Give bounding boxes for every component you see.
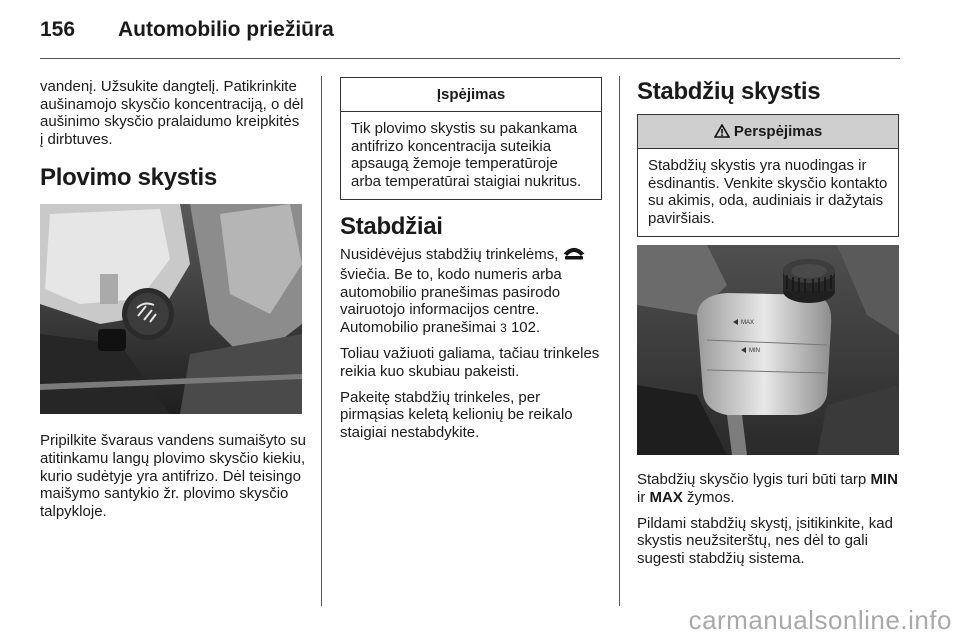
max-mark-label: MAX bbox=[741, 320, 755, 327]
column-divider-2 bbox=[619, 76, 620, 606]
column-divider-1 bbox=[321, 76, 322, 606]
notice-body: Tik plovimo skystis su pakankama antifrizo koncentracija suteikia apsaugą žemoje temperatūroje arba temperatūrai staigiai nukritus. bbox=[351, 120, 582, 190]
washer-reservoir-photo bbox=[40, 204, 302, 414]
column-1 bbox=[40, 78, 306, 528]
brake-pads-text-after: šviečia. Be to, kodo numeris arba automobilio pranešimas pasirodo vairuotojo informacijos centre. Automobilio pranešimai bbox=[340, 265, 562, 336]
intro-paragraph: vandenį. Užsukite dangtelį. Patikrinkite aušinamojo skysčio koncentraciją, o dėl aušinimo skysčio pralaidumo kreipkitės į dirbtuves. bbox=[40, 78, 304, 148]
notice-title: Įspėjimas bbox=[341, 78, 601, 112]
washer-fluid-heading: Plovimo skystis bbox=[40, 164, 217, 192]
warning-title: Perspėjimas bbox=[733, 123, 823, 140]
page-reference-arrow-icon: 3 bbox=[500, 320, 507, 335]
brake-fluid-filling-paragraph: Pildami stabdžių skystį, įsitikinkite, kad skystis neužsiterštų, nes dėl to gali sugesti stabdžių sistema. bbox=[637, 514, 893, 567]
watermark: carmanualsonline.info bbox=[688, 605, 952, 635]
column-2 bbox=[340, 78, 602, 449]
level-text-after: žymos. bbox=[687, 488, 735, 506]
notice-box bbox=[340, 77, 602, 200]
brake-fluid-reservoir-photo bbox=[637, 245, 899, 455]
column-3 bbox=[637, 78, 899, 575]
warning-body: Stabdžių skystis yra nuodingas ir ėsdinantis. Venkite skysčio kontakto su akimis, oda, audiniais ir dažytais paviršiais. bbox=[648, 157, 888, 227]
warning-box bbox=[637, 114, 899, 237]
brake-fluid-heading: Stabdžių skystis bbox=[637, 78, 821, 105]
min-mark-label: MIN bbox=[749, 348, 760, 355]
level-text-middle: ir bbox=[637, 488, 646, 506]
page-header bbox=[40, 18, 900, 58]
min-label: MIN bbox=[870, 471, 898, 489]
page-title: Automobilio priežiūra bbox=[118, 18, 334, 41]
level-text-before: Stabdžių skysčio lygis turi būti tarp bbox=[637, 471, 867, 489]
header-divider bbox=[40, 58, 900, 59]
warning-triangle-glyph-icon bbox=[714, 124, 730, 138]
brake-pads-paragraph bbox=[340, 246, 602, 337]
brakes-continue-paragraph: Toliau važiuoti galiama, tačiau trinkeles reikia kuo skubiau pakeisti. bbox=[340, 345, 600, 380]
brakes-heading: Stabdžiai bbox=[340, 213, 443, 241]
brakes-new-pads-paragraph: Pakeitę stabdžių trinkeles, per pirmąsias keletą kelionių be reikalo staigiai nestabdykite. bbox=[340, 388, 573, 441]
max-label: MAX bbox=[649, 488, 683, 506]
page-reference-number: 102. bbox=[510, 318, 541, 336]
brake-fluid-level-paragraph bbox=[637, 471, 899, 506]
brake-pad-warning-icon bbox=[563, 247, 585, 266]
warning-title-bar bbox=[638, 115, 898, 149]
washer-fluid-instructions: Pripilkite švaraus vandens sumaišyto su atitinkamu langų plovimo skysčio kiekiu, kurio sudėtyje yra antifrizo. Dėl teisingo maišymo santykio žr. plovimo skysčio talpykloje. bbox=[40, 432, 306, 520]
page-number: 156 bbox=[40, 18, 76, 41]
brake-pads-text-before: Nusidėvėjus stabdžių trinkelėms, bbox=[340, 246, 559, 264]
